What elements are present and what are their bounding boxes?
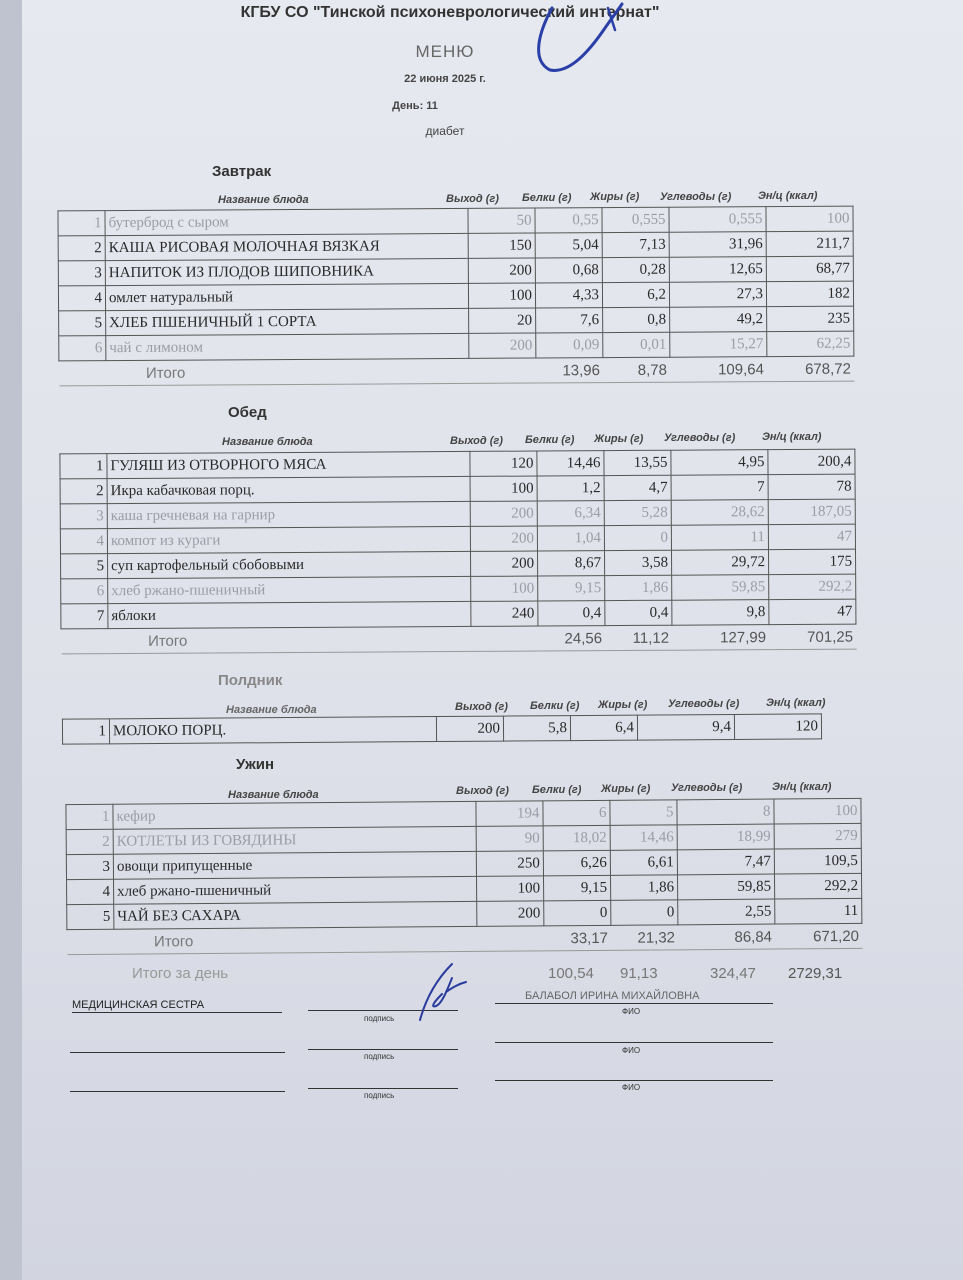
fio-caption: ФИО — [622, 1083, 641, 1092]
col-name: Название блюда — [218, 194, 309, 206]
day-total-energy: 2729,31 — [788, 965, 843, 982]
dish-carbs: 29,72 — [671, 550, 768, 576]
dish-name: суп картофельный сбобовыми — [108, 551, 471, 578]
col-fat: Жиры (г) — [598, 699, 648, 711]
col-protein: Белки (г) — [525, 434, 575, 446]
dish-name: каша гречневая на гарнир — [107, 501, 470, 528]
row-number: 4 — [67, 879, 114, 904]
dish-name: омлет натуральный — [105, 283, 468, 310]
section-title-lunch: Обед — [228, 404, 267, 421]
menu-day: День: 11 — [392, 100, 438, 112]
dish-energy: 62,25 — [767, 331, 854, 357]
dish-energy: 211,7 — [766, 231, 853, 257]
dish-protein: 6,34 — [537, 501, 604, 526]
dish-carbs: 59,85 — [672, 575, 769, 601]
dish-yield: 100 — [470, 476, 537, 501]
total-row — [67, 923, 862, 954]
dish-yield: 50 — [468, 208, 535, 233]
dish-protein: 1,2 — [537, 476, 604, 501]
fio-caption: ФИО — [622, 1046, 641, 1055]
dinner-table — [65, 798, 862, 955]
row-number: 3 — [66, 854, 113, 879]
section-title-breakfast: Завтрак — [212, 163, 272, 180]
row-number: 6 — [59, 336, 106, 361]
dish-carbs: 11 — [671, 525, 768, 551]
dish-energy: 279 — [774, 823, 861, 849]
dish-energy: 100 — [774, 798, 861, 824]
day-total-protein: 100,54 — [548, 965, 594, 982]
snack-table — [62, 713, 822, 744]
dish-carbs: 4,95 — [671, 450, 768, 476]
section-title-snack: Полдник — [218, 672, 283, 689]
dish-yield: 100 — [468, 283, 535, 308]
dish-name: хлеб ржано-пшеничный — [108, 576, 471, 603]
dish-name: кефир — [113, 801, 476, 829]
lunch-table — [59, 449, 856, 655]
dish-fat: 6,2 — [602, 282, 669, 307]
dish-carbs: 15,27 — [670, 332, 767, 358]
dish-fat: 0,4 — [605, 600, 672, 625]
dish-name: Икра кабачковая порц. — [107, 476, 470, 503]
dish-name: чай с лимоном — [106, 333, 469, 360]
dish-energy: 182 — [766, 281, 853, 307]
row-number: 4 — [58, 286, 105, 311]
organization-title: КГБУ СО "Тинской психоневрологический интернат" — [240, 4, 660, 21]
dish-fat: 1,86 — [610, 875, 677, 901]
dish-yield: 200 — [469, 333, 536, 358]
dish-fat: 0 — [611, 900, 678, 926]
dish-energy: 47 — [769, 599, 856, 625]
dish-energy: 109,5 — [774, 848, 861, 874]
dish-protein: 5,04 — [535, 233, 602, 258]
table-row — [62, 714, 821, 744]
total-fat: 11,12 — [605, 625, 672, 650]
row-number: 2 — [66, 829, 113, 854]
dish-fat: 3,58 — [604, 550, 671, 575]
dish-fat: 0,01 — [603, 332, 670, 357]
dish-protein: 5,8 — [503, 716, 570, 741]
col-yield: Выход (г) — [456, 785, 509, 797]
total-row — [61, 624, 856, 654]
dish-yield: 250 — [476, 851, 543, 877]
dish-fat: 0,8 — [603, 307, 670, 332]
col-name: Название блюда — [226, 704, 317, 716]
dish-carbs: 9,8 — [672, 600, 769, 626]
total-carbs: 86,84 — [678, 924, 775, 950]
dish-name: компот из кураги — [107, 526, 470, 553]
sign-caption: подпись — [364, 1052, 395, 1061]
dish-energy: 47 — [768, 524, 855, 550]
total-protein: 13,96 — [536, 358, 603, 383]
dish-protein: 14,46 — [537, 451, 604, 476]
col-protein: Белки (г) — [522, 192, 572, 204]
dish-name: овощи припущенные — [113, 851, 476, 879]
row-number: 2 — [58, 236, 105, 261]
total-fat: 21,32 — [611, 925, 678, 951]
dish-yield: 100 — [476, 876, 543, 902]
dish-protein: 0,55 — [535, 208, 602, 233]
dish-fat: 0 — [604, 525, 671, 550]
total-spacer — [61, 629, 108, 654]
col-energy: Эн/ц (ккал) — [762, 431, 822, 443]
diet-type: диабет — [425, 124, 465, 138]
dish-fat: 0,28 — [602, 257, 669, 282]
sign-caption: подпись — [364, 1091, 395, 1100]
dish-yield: 240 — [471, 601, 538, 626]
dish-fat: 7,13 — [602, 232, 669, 257]
dish-protein: 7,6 — [536, 308, 603, 333]
day-total-carbs: 324,47 — [710, 965, 756, 982]
dish-fat: 6,4 — [570, 715, 637, 740]
name-line — [495, 1003, 773, 1004]
row-number: 5 — [61, 554, 108, 579]
fio-caption: ФИО — [622, 1007, 641, 1016]
dish-energy: 235 — [767, 306, 854, 332]
col-energy: Эн/ц (ккал) — [758, 190, 818, 202]
col-name: Название блюда — [228, 789, 319, 801]
name-line — [495, 1042, 773, 1043]
total-carbs: 127,99 — [672, 625, 769, 651]
sign-caption: подпись — [364, 1014, 395, 1023]
col-protein: Белки (г) — [532, 784, 582, 796]
col-yield: Выход (г) — [446, 193, 499, 205]
total-carbs: 109,64 — [670, 357, 767, 383]
document-title: МЕНЮ — [415, 42, 475, 61]
dish-yield: 90 — [476, 826, 543, 852]
row-number: 5 — [59, 311, 106, 336]
col-carbs: Углеводы (г) — [671, 782, 743, 794]
dish-yield: 194 — [476, 801, 543, 827]
total-label: Итого — [114, 926, 477, 954]
dish-fat: 0,555 — [602, 207, 669, 232]
dish-fat: 14,46 — [610, 825, 677, 851]
dish-protein: 0,4 — [538, 601, 605, 626]
row-number: 6 — [61, 579, 108, 604]
total-protein: 24,56 — [538, 626, 605, 651]
col-fat: Жиры (г) — [594, 433, 644, 445]
total-spacer — [67, 929, 114, 954]
name-line — [495, 1080, 773, 1081]
dish-energy: 292,2 — [774, 873, 861, 899]
col-name: Название блюда — [222, 436, 313, 448]
dish-yield: 100 — [471, 576, 538, 601]
dish-fat: 6,61 — [610, 850, 677, 876]
total-yield — [477, 926, 544, 952]
signature-scribble — [412, 958, 472, 1023]
dish-carbs: 49,2 — [670, 307, 767, 333]
row-number: 3 — [58, 261, 105, 286]
dish-name: НАПИТОК ИЗ ПЛОДОВ ШИПОВНИКА — [105, 258, 468, 285]
dish-protein: 1,04 — [537, 526, 604, 551]
dish-yield: 150 — [468, 233, 535, 258]
col-carbs: Углеводы (г) — [668, 698, 740, 710]
row-number: 1 — [66, 804, 113, 829]
position-line — [70, 1091, 285, 1092]
total-energy: 678,72 — [767, 356, 854, 382]
dish-yield: 200 — [470, 526, 537, 551]
dish-carbs: 18,99 — [677, 824, 774, 850]
dish-protein: 9,15 — [538, 576, 605, 601]
col-fat: Жиры (г) — [590, 191, 640, 203]
col-yield: Выход (г) — [455, 701, 508, 713]
dish-name: бутерброд с сыром — [105, 208, 468, 235]
dish-protein: 4,33 — [535, 283, 602, 308]
day-total-fat: 91,13 — [620, 965, 658, 982]
dish-carbs: 9,4 — [637, 714, 734, 740]
dish-yield: 120 — [470, 451, 537, 476]
dish-name: ЧАЙ БЕЗ САХАРА — [114, 901, 477, 929]
dish-name: хлеб ржано-пшеничный — [114, 876, 477, 904]
row-number: 1 — [62, 719, 109, 744]
col-energy: Эн/ц (ккал) — [766, 697, 826, 709]
dish-protein: 18,02 — [543, 825, 610, 851]
dish-energy: 187,05 — [768, 499, 855, 525]
dish-name: МОЛОКО ПОРЦ. — [109, 717, 436, 744]
dish-carbs: 2,55 — [678, 899, 775, 925]
dish-name: КОТЛЕТЫ ИЗ ГОВЯДИНЫ — [113, 826, 476, 854]
row-number: 1 — [58, 211, 105, 236]
position-line — [70, 1052, 285, 1053]
dish-carbs: 8 — [677, 799, 774, 825]
dish-name: яблоки — [108, 601, 471, 628]
handwritten-mark — [520, 0, 630, 75]
col-yield: Выход (г) — [450, 435, 503, 447]
position-line — [72, 1012, 282, 1013]
dish-carbs: 27,3 — [669, 282, 766, 308]
dish-fat: 1,86 — [605, 575, 672, 600]
dish-yield: 20 — [469, 308, 536, 333]
dish-protein: 0 — [544, 900, 611, 926]
row-number: 2 — [60, 479, 107, 504]
dish-protein: 8,67 — [537, 551, 604, 576]
total-energy: 671,20 — [775, 923, 862, 949]
dish-carbs: 28,62 — [671, 500, 768, 526]
row-number: 1 — [60, 454, 107, 479]
dish-name: ГУЛЯШ ИЗ ОТВОРНОГО МЯСА — [107, 451, 470, 478]
dish-fat: 4,7 — [604, 475, 671, 500]
page-edge — [0, 0, 22, 1280]
dish-fat: 5 — [610, 800, 677, 826]
total-energy: 701,25 — [769, 624, 856, 650]
dish-yield: 200 — [470, 501, 537, 526]
col-fat: Жиры (г) — [601, 783, 651, 795]
dish-protein: 0,68 — [535, 258, 602, 283]
dish-carbs: 7 — [671, 475, 768, 501]
signer-name: БАЛАБОЛ ИРИНА МИХАЙЛОВНА — [525, 990, 700, 1002]
dish-carbs: 31,96 — [669, 232, 766, 258]
signer-position: МЕДИЦИНСКАЯ СЕСТРА — [72, 999, 205, 1011]
row-number: 3 — [60, 504, 107, 529]
dish-carbs: 12,65 — [669, 257, 766, 283]
dish-energy: 68,77 — [766, 256, 853, 282]
dish-yield: 200 — [468, 258, 535, 283]
dish-energy: 200,4 — [768, 449, 855, 475]
dish-protein: 6 — [543, 800, 610, 826]
dish-energy: 292,2 — [769, 574, 856, 600]
dish-protein: 0,09 — [536, 333, 603, 358]
dish-yield: 200 — [477, 901, 544, 927]
total-protein: 33,17 — [544, 925, 611, 951]
dish-name: ХЛЕБ ПШЕНИЧНЫЙ 1 СОРТА — [106, 308, 469, 335]
total-row — [59, 356, 854, 386]
row-number: 4 — [60, 529, 107, 554]
dish-carbs: 0,555 — [669, 207, 766, 233]
total-yield — [471, 626, 538, 651]
col-carbs: Углеводы (г) — [664, 432, 736, 444]
dish-yield: 200 — [470, 551, 537, 576]
dish-energy: 78 — [768, 474, 855, 500]
dish-protein: 6,26 — [543, 850, 610, 876]
section-title-dinner: Ужин — [236, 756, 275, 773]
signature-line — [308, 1088, 458, 1089]
dish-energy: 175 — [768, 549, 855, 575]
signature-line — [308, 1049, 458, 1050]
total-label: Итого — [108, 626, 471, 653]
col-energy: Эн/ц (ккал) — [772, 781, 832, 793]
total-yield — [469, 358, 536, 383]
dish-carbs: 59,85 — [677, 874, 774, 900]
total-spacer — [59, 361, 106, 386]
dish-energy: 100 — [766, 206, 853, 232]
col-protein: Белки (г) — [530, 700, 580, 712]
row-number: 5 — [67, 904, 114, 929]
row-number: 7 — [61, 604, 108, 629]
dish-yield: 200 — [436, 716, 503, 741]
total-label: Итого — [106, 358, 469, 385]
total-fat: 8,78 — [603, 357, 670, 382]
col-carbs: Углеводы (г) — [660, 191, 732, 203]
day-total-label: Итого за день — [132, 965, 229, 982]
dish-fat: 13,55 — [604, 450, 671, 475]
menu-date: 22 июня 2025 г. — [404, 73, 486, 85]
breakfast-table — [57, 206, 854, 387]
dish-fat: 5,28 — [604, 500, 671, 525]
dish-name: КАША РИСОВАЯ МОЛОЧНАЯ ВЯЗКАЯ — [105, 233, 468, 260]
dish-energy: 120 — [734, 714, 821, 740]
dish-protein: 9,15 — [543, 875, 610, 901]
dish-energy: 11 — [775, 898, 862, 924]
dish-carbs: 7,47 — [677, 849, 774, 875]
